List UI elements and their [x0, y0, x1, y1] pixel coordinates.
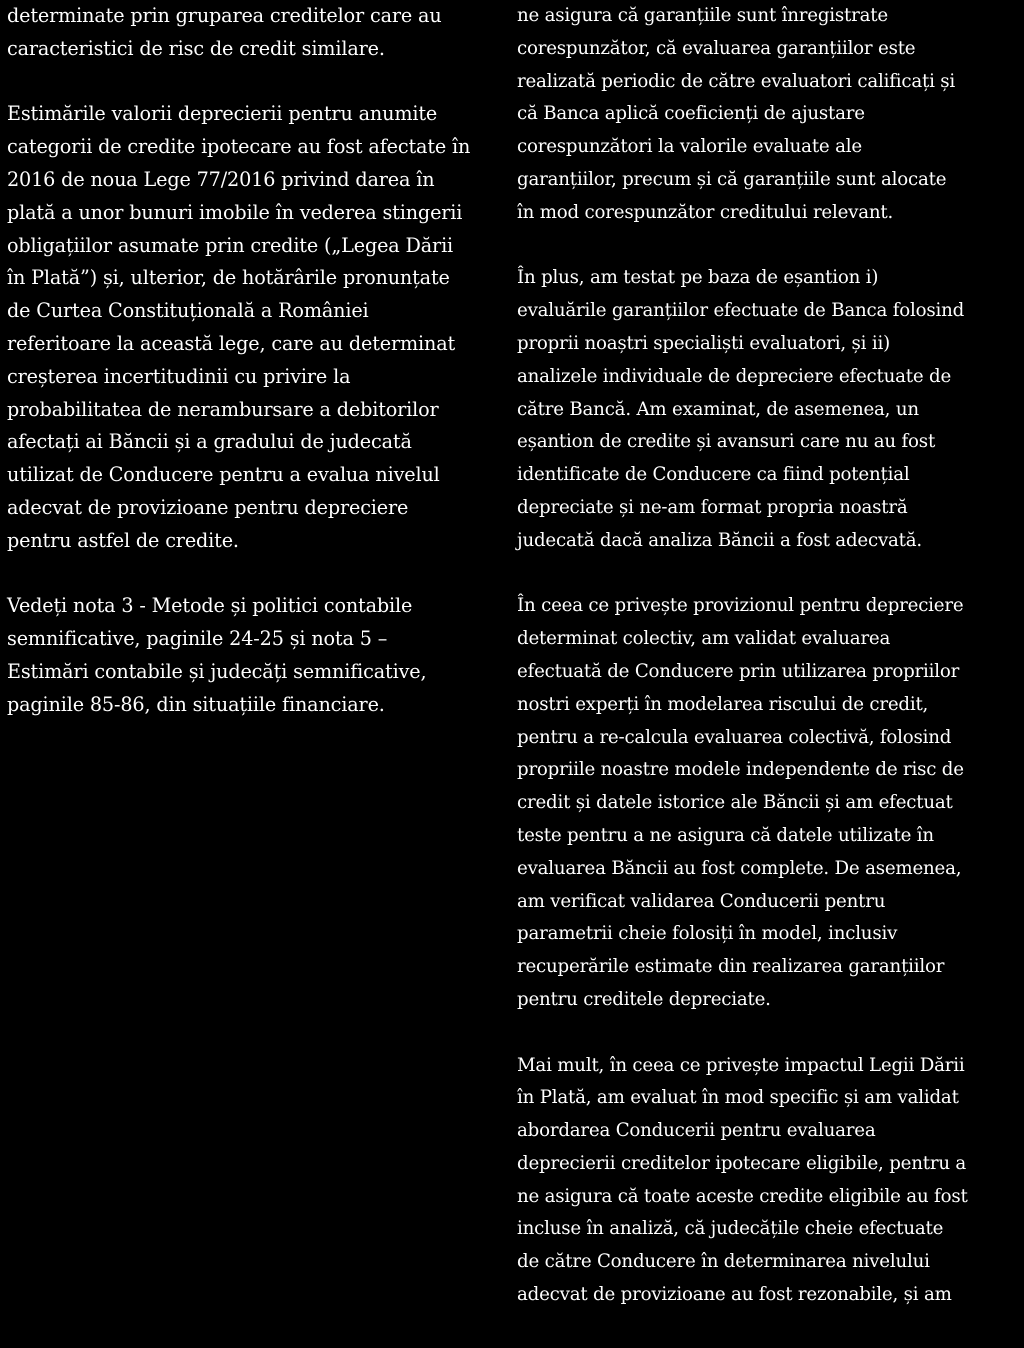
text-line: incluse în analiză, că judecățile cheie efectuate	[517, 1218, 944, 1240]
text-line: categorii de credite ipotecare au fost afectate în	[7, 135, 471, 159]
text-line: de către Conducere în determinarea nivelului	[517, 1251, 930, 1273]
text-line: obligațiilor asumate prin credite („Legea Dării	[7, 233, 454, 257]
paragraph-spacer	[517, 1017, 1022, 1050]
text-line: plată a unor bunuri imobile în vederea stingerii	[7, 200, 463, 224]
text-line: în Plată, am evaluat în mod specific și am validat	[517, 1087, 959, 1109]
text-line: pentru a re-calcula evaluarea colectivă, folosind	[517, 726, 952, 748]
text-line: de Curtea Constituțională a României	[7, 299, 369, 323]
text-line: judecată dacă analiza Băncii a fost adecvată.	[517, 529, 922, 551]
paragraph	[517, 1050, 1022, 1312]
text-line: Vedeți nota 3 - Metode și politici contabile	[7, 594, 413, 618]
paragraph	[517, 590, 1022, 1016]
paragraph	[7, 590, 477, 721]
text-line: corespunzător, că evaluarea garanțiilor este	[517, 37, 916, 59]
text-line: caracteristici de risc de credit similare.	[7, 36, 385, 60]
text-line: 2016 de noua Lege 77/2016 privind darea în	[7, 167, 435, 191]
text-line: parametrii cheie folosiți în model, inclusiv	[517, 923, 898, 945]
paragraph	[517, 0, 1022, 230]
text-line: propriile noastre modele independente de risc de	[517, 759, 964, 781]
paragraph	[7, 0, 477, 66]
text-line: adecvat de provizioane pentru depreciere	[7, 495, 409, 519]
text-line: deprecierii creditelor ipotecare eligibile, pentru a	[517, 1152, 967, 1174]
text-line: creșterea incertitudinii cu privire la	[7, 364, 351, 388]
text-line: credit și datele istorice ale Băncii și am efectuat	[517, 792, 953, 814]
text-line: identificate de Conducere ca fiind potențial	[517, 464, 910, 486]
left-column	[7, 0, 477, 722]
text-line: abordarea Conducerii pentru evaluarea	[517, 1120, 876, 1142]
text-line: corespunzători la valorile evaluate ale	[517, 136, 862, 158]
text-line: semnificative, paginile 24-25 și nota 5 –	[7, 627, 388, 651]
text-line: efectuată de Conducere prin utilizarea propriilor	[517, 660, 960, 682]
paragraph	[7, 98, 477, 557]
text-line: Estimările valorii deprecierii pentru anumite	[7, 102, 438, 126]
text-line: ne asigura că garanțiile sunt înregistrate	[517, 5, 888, 26]
text-line: adecvat de provizioane au fost rezonabile, și am	[517, 1284, 952, 1306]
text-line: eșantion de credite și avansuri care nu au fost	[517, 431, 936, 453]
text-line: În ceea ce privește provizionul pentru depreciere	[517, 595, 964, 617]
right-column	[517, 0, 1022, 1312]
text-line: În plus, am testat pe baza de eșantion i)	[517, 267, 879, 289]
text-line: Mai mult, în ceea ce privește impactul Legii Dării	[517, 1054, 965, 1076]
text-line: utilizat de Conducere pentru a evalua nivelul	[7, 463, 440, 487]
text-line: că Banca aplică coeficienți de ajustare	[517, 103, 865, 125]
text-line: pentru astfel de credite.	[7, 528, 239, 552]
paragraph-spacer	[7, 66, 477, 99]
text-line: paginile 85-86, din situațiile financiare.	[7, 692, 385, 716]
text-line: proprii noaștri specialiști evaluatori, și ii)	[517, 332, 890, 354]
text-line: garanțiilor, precum și că garanțiile sunt alocate	[517, 168, 947, 190]
text-line: afectați ai Băncii și a gradului de judecată	[7, 430, 412, 454]
paragraph-spacer	[517, 558, 1022, 591]
text-line: ne asigura că toate aceste credite eligibile au fost	[517, 1185, 968, 1207]
text-line: evaluarea Băncii au fost complete. De asemenea,	[517, 857, 962, 879]
text-line: recuperările estimate din realizarea garanțiilor	[517, 956, 945, 978]
paragraph-spacer	[517, 230, 1022, 263]
text-line: referitoare la această lege, care au determinat	[7, 331, 456, 355]
text-line: teste pentru a ne asigura că datele utilizate în	[517, 824, 934, 846]
text-line: pentru creditele depreciate.	[517, 988, 771, 1010]
text-line: realizată periodic de către evaluatori calificați și	[517, 70, 956, 92]
text-line: determinate prin gruparea creditelor care au	[7, 4, 442, 27]
text-line: către Bancă. Am examinat, de asemenea, un	[517, 398, 919, 420]
text-line: în mod corespunzător creditului relevant.	[517, 201, 894, 223]
text-line: Estimări contabile și judecăți semnificative,	[7, 659, 427, 683]
text-line: probabilitatea de nerambursare a debitorilor	[7, 397, 439, 421]
paragraph	[517, 262, 1022, 557]
text-line: am verificat validarea Conducerii pentru	[517, 890, 886, 912]
text-line: analizele individuale de depreciere efectuate de	[517, 365, 952, 387]
text-line: evaluările garanțiilor efectuate de Banca folosind	[517, 300, 965, 322]
paragraph-spacer	[7, 558, 477, 591]
text-line: depreciate și ne-am format propria noastră	[517, 496, 908, 518]
text-line: nostri experți în modelarea riscului de credit,	[517, 693, 929, 715]
text-line: determinat colectiv, am validat evaluarea	[517, 628, 891, 650]
text-line: în Plată”) și, ulterior, de hotărârile pronunțate	[7, 266, 450, 290]
